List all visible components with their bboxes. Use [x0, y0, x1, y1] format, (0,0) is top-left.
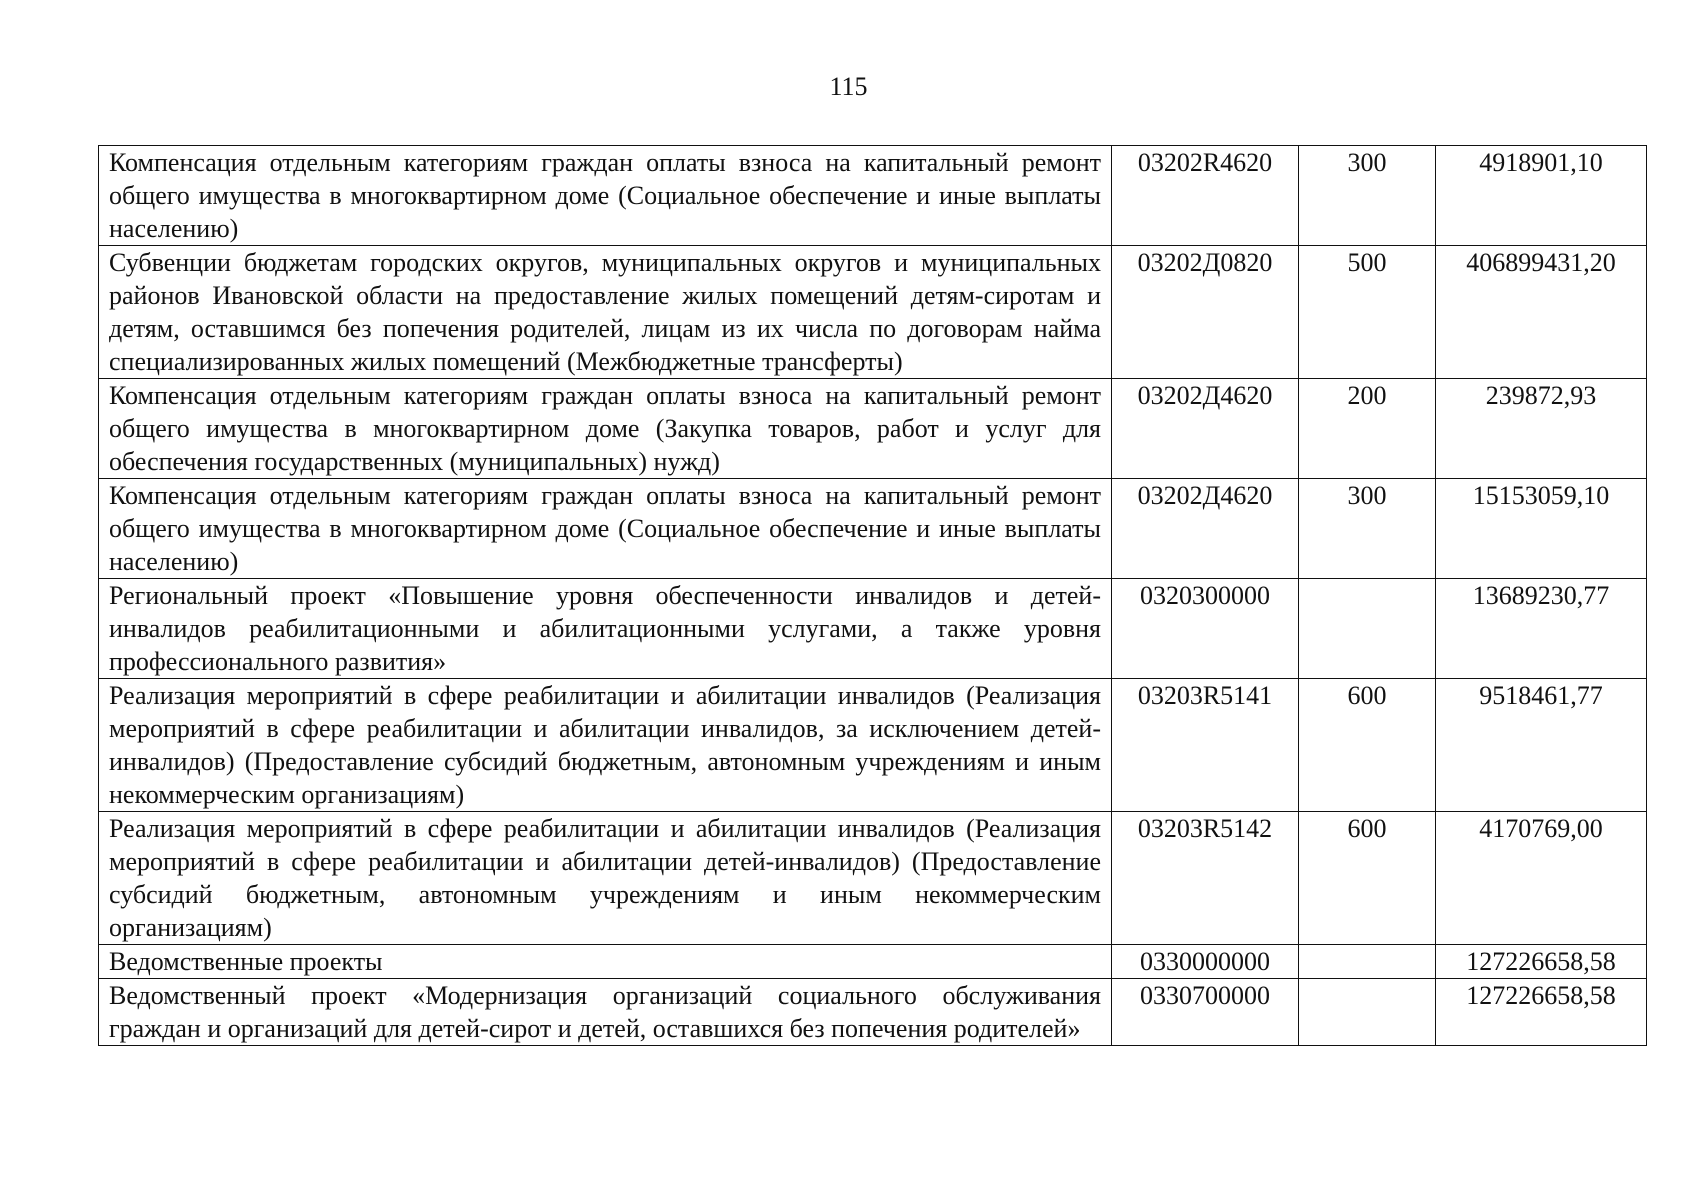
expense-name: Реализация мероприятий в сфере реабилитации и абилитации инвалидов (Реализация мероприятий в сфере реабилитации и абилитации инвалидов, за исключением детей-инвалидов) (Предоставление субсидий бюджетным, автономным учреждениям и иным некоммерческим организациям): [99, 679, 1112, 812]
expense-name: Субвенции бюджетам городских округов, муниципальных округов и муниципальных районов Ивановской области на предоставление жилых помещений детям-сиротам и детям, оставшимся без попечения родителей, лицам из их числа по договорам найма специализированных жилых помещений (Межбюджетные трансферты): [99, 246, 1112, 379]
target-article-code: 0330000000: [1112, 945, 1299, 979]
table-row: [99, 945, 1647, 979]
expense-name: Реализация мероприятий в сфере реабилитации и абилитации инвалидов (Реализация мероприятий в сфере реабилитации и абилитации детей-инвалидов) (Предоставление субсидий бюджетным, автономным учреждениям и иным некоммерческим организациям): [99, 812, 1112, 945]
expense-type-code: [1299, 979, 1436, 1046]
expense-type-code: 600: [1299, 679, 1436, 812]
table-row: [99, 679, 1647, 812]
table-row: [99, 979, 1647, 1046]
target-article-code: 03203R5141: [1112, 679, 1299, 812]
expense-type-code: 200: [1299, 379, 1436, 479]
expense-type-code: [1299, 945, 1436, 979]
target-article-code: 0320300000: [1112, 579, 1299, 679]
amount: 239872,93: [1436, 379, 1647, 479]
expense-type-code: 600: [1299, 812, 1436, 945]
expense-name: Ведомственные проекты: [99, 945, 1112, 979]
page-number: 115: [829, 72, 868, 101]
target-article-code: 0330700000: [1112, 979, 1299, 1046]
amount: 13689230,77: [1436, 579, 1647, 679]
expense-name: Компенсация отдельным категориям граждан оплаты взноса на капитальный ремонт общего имущества в многоквартирном доме (Закупка товаров, работ и услуг для обеспечения государственных (муниципальных) нужд): [99, 379, 1112, 479]
table-row: [99, 812, 1647, 945]
target-article-code: 03202Д4620: [1112, 479, 1299, 579]
expense-name: Ведомственный проект «Модернизация организаций социального обслуживания граждан и организаций для детей-сирот и детей, оставшихся без попечения родителей»: [99, 979, 1112, 1046]
table-row: [99, 379, 1647, 479]
table-row: [99, 146, 1647, 246]
amount: 4170769,00: [1436, 812, 1647, 945]
amount: 4918901,10: [1436, 146, 1647, 246]
expense-type-code: [1299, 579, 1436, 679]
expense-name: Компенсация отдельным категориям граждан оплаты взноса на капитальный ремонт общего имущества в многоквартирном доме (Социальное обеспечение и иные выплаты населению): [99, 146, 1112, 246]
amount: 9518461,77: [1436, 679, 1647, 812]
table-row: [99, 479, 1647, 579]
expense-name: Компенсация отдельным категориям граждан оплаты взноса на капитальный ремонт общего имущества в многоквартирном доме (Социальное обеспечение и иные выплаты населению): [99, 479, 1112, 579]
target-article-code: 03202Д0820: [1112, 246, 1299, 379]
amount: 127226658,58: [1436, 945, 1647, 979]
amount: 127226658,58: [1436, 979, 1647, 1046]
table-row: [99, 246, 1647, 379]
amount: 406899431,20: [1436, 246, 1647, 379]
amount: 15153059,10: [1436, 479, 1647, 579]
expense-name: Региональный проект «Повышение уровня обеспеченности инвалидов и детей-инвалидов реабилитационными и абилитационными услугами, а также уровня профессионального развития»: [99, 579, 1112, 679]
target-article-code: 03203R5142: [1112, 812, 1299, 945]
expense-type-code: 300: [1299, 146, 1436, 246]
target-article-code: 03202Д4620: [1112, 379, 1299, 479]
expense-type-code: 300: [1299, 479, 1436, 579]
target-article-code: 03202R4620: [1112, 146, 1299, 246]
table-row: [99, 579, 1647, 679]
budget-table: [98, 145, 1647, 1046]
expense-type-code: 500: [1299, 246, 1436, 379]
